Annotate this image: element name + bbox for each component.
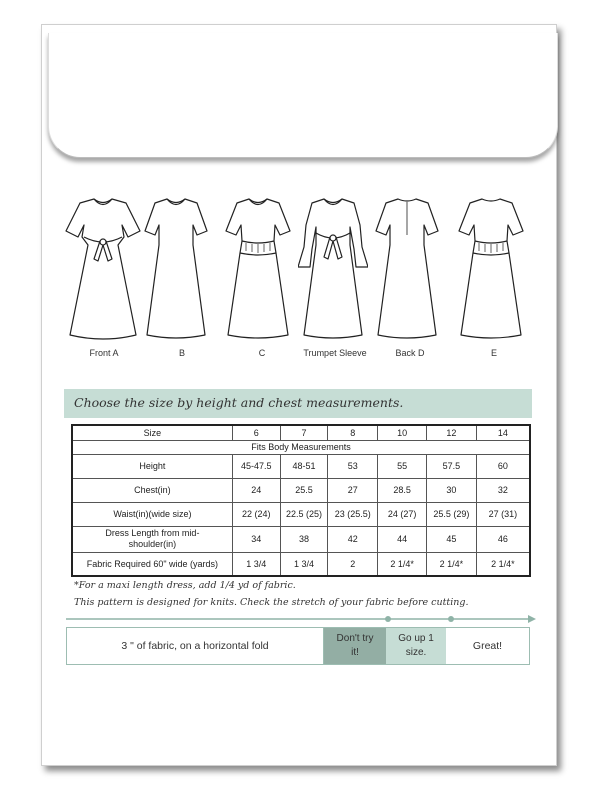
table-cell: 46 bbox=[476, 526, 530, 552]
table-cell: 23 (25.5) bbox=[328, 502, 378, 526]
size-12: 12 bbox=[426, 425, 476, 440]
stretch-test-guide bbox=[66, 627, 530, 665]
dress-front-a-drawing bbox=[62, 195, 144, 343]
table-cell: 24 bbox=[232, 478, 280, 502]
row-label: Fabric Required 60" wide (yards) bbox=[72, 552, 232, 576]
size-7: 7 bbox=[280, 425, 328, 440]
size-8: 8 bbox=[328, 425, 378, 440]
table-cell: 1 3/4 bbox=[232, 552, 280, 576]
stretch-go-up bbox=[386, 628, 446, 664]
row-label: Waist(in)(wide size) bbox=[72, 502, 232, 526]
fits-body-measurements: Fits Body Measurements bbox=[72, 440, 530, 454]
row-label: Height bbox=[72, 454, 232, 478]
size-header-label: Size bbox=[72, 425, 232, 440]
table-cell: 45 bbox=[426, 526, 476, 552]
table-cell: 27 (31) bbox=[476, 502, 530, 526]
table-cell: 60 bbox=[476, 454, 530, 478]
table-row-waist bbox=[72, 502, 530, 526]
table-cell: 32 bbox=[476, 478, 530, 502]
dress-trumpet-sleeve-drawing bbox=[298, 195, 368, 343]
marker-dot-icon bbox=[385, 616, 391, 622]
row-label: Chest(in) bbox=[72, 478, 232, 502]
size-header-row bbox=[72, 425, 530, 440]
table-cell: 38 bbox=[280, 526, 328, 552]
banner-text: Choose the size by height and chest measurements. bbox=[74, 395, 404, 410]
stretch-guide-label: 3 " of fabric, on a horizontal fold bbox=[67, 628, 324, 664]
table-cell: 24 (27) bbox=[378, 502, 427, 526]
row-label: Dress Length from mid-shoulder(in) bbox=[72, 526, 232, 552]
envelope-flap bbox=[48, 33, 558, 158]
size-6: 6 bbox=[232, 425, 280, 440]
table-cell: 25.5 bbox=[280, 478, 328, 502]
table-cell: 42 bbox=[328, 526, 378, 552]
table-row-dress-length bbox=[72, 526, 530, 552]
arrow-head-icon bbox=[528, 615, 536, 623]
size-10: 10 bbox=[378, 425, 427, 440]
dress-e-drawing bbox=[455, 195, 527, 343]
size-instructions-banner bbox=[64, 389, 532, 418]
table-cell: 34 bbox=[232, 526, 280, 552]
maxi-note: *For a maxi length dress, add 1/4 yd of fabric. bbox=[74, 580, 296, 591]
knits-note: This pattern is designed for knits. Check the stretch of your fabric before cutting. bbox=[74, 597, 469, 608]
table-cell: 2 bbox=[328, 552, 378, 576]
stretch-dont-try-text: Don't try it! bbox=[336, 633, 374, 658]
table-cell: 27 bbox=[328, 478, 378, 502]
table-cell: 22 (24) bbox=[232, 502, 280, 526]
table-cell: 44 bbox=[378, 526, 427, 552]
table-row-chest bbox=[72, 478, 530, 502]
table-cell: 2 1/4* bbox=[426, 552, 476, 576]
view-label-back-d: Back D bbox=[395, 348, 425, 358]
stretch-dont-try bbox=[324, 628, 386, 664]
table-row-height bbox=[72, 454, 530, 478]
table-cell: 53 bbox=[328, 454, 378, 478]
stretch-arrow-line bbox=[66, 614, 536, 624]
size-14: 14 bbox=[476, 425, 530, 440]
table-cell: 48-51 bbox=[280, 454, 328, 478]
table-cell: 28.5 bbox=[378, 478, 427, 502]
dress-c-drawing bbox=[222, 195, 294, 343]
size-chart-table bbox=[71, 424, 531, 577]
dress-back-d-drawing bbox=[374, 195, 440, 343]
table-cell: 30 bbox=[426, 478, 476, 502]
marker-dot-icon bbox=[448, 616, 454, 622]
view-label-e: E bbox=[490, 348, 498, 358]
dress-b-drawing bbox=[143, 195, 209, 343]
view-label-trumpet-sleeve: Trumpet Sleeve bbox=[303, 348, 367, 358]
view-label-front-a: Front A bbox=[89, 348, 119, 358]
stretch-go-up-text: Go up 1 size. bbox=[398, 633, 434, 658]
table-cell: 55 bbox=[378, 454, 427, 478]
table-cell: 2 1/4* bbox=[476, 552, 530, 576]
fits-body-row bbox=[72, 440, 530, 454]
table-cell: 25.5 (29) bbox=[426, 502, 476, 526]
table-cell: 1 3/4 bbox=[280, 552, 328, 576]
table-cell: 57.5 bbox=[426, 454, 476, 478]
stretch-great: Great! bbox=[472, 640, 503, 652]
table-row-fabric bbox=[72, 552, 530, 576]
table-cell: 45-47.5 bbox=[232, 454, 280, 478]
table-cell: 2 1/4* bbox=[378, 552, 427, 576]
view-label-c: C bbox=[258, 348, 266, 358]
table-cell: 22.5 (25) bbox=[280, 502, 328, 526]
view-label-b: B bbox=[178, 348, 186, 358]
